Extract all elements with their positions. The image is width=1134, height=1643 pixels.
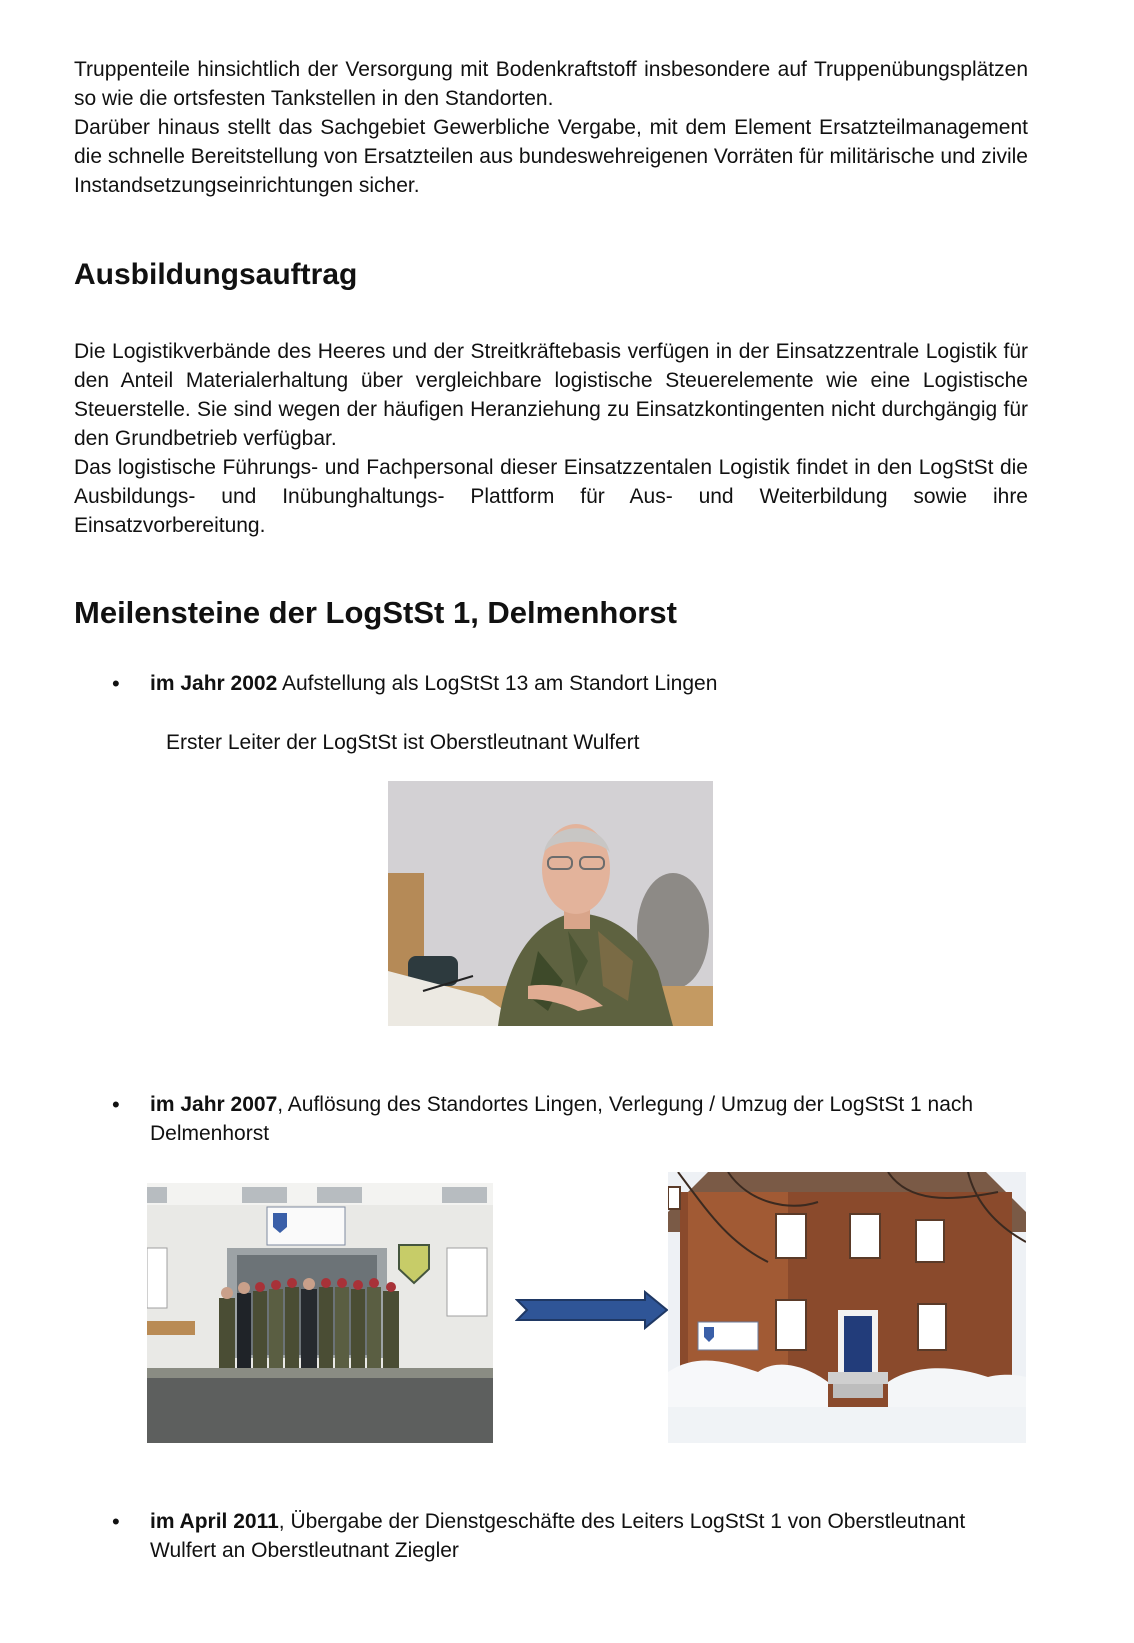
intro-line-2: Darüber hinaus stellt das Sachgebiet Gewerbliche Vergabe, mit dem Element Ersatzteilmanagement die schnelle Bereitstellung von Ersatzteilen aus bundeswehreigenen Vorräten für militärische und zivile Instandsetzungseinrichtungen sicher. (74, 116, 1028, 197)
ausbildung-para-1: Die Logistikverbände des Heeres und der Streitkräftebasis verfügen in der Einsatzzentrale Logistik für den Anteil Materialerhaltung über vergleichbare logistische Steuerelemente wie eine Logistische Steuerstelle. Sie sind wegen der häufigen Heranziehung zu Einsatzkontingenten nicht durchgängig für den Grundbetrieb verfügbar. (74, 340, 1028, 450)
section-heading-meilensteine: Meilensteine der LogStSt 1, Delmenhorst (74, 595, 677, 630)
milestone-date: im April 2011 (150, 1510, 279, 1533)
bullet-icon: • (112, 671, 120, 696)
milestone-item (108, 1507, 988, 1565)
milestone-text (150, 1507, 988, 1565)
milestone-date: im Jahr 2007 (150, 1093, 278, 1116)
bullet-icon: • (112, 1509, 120, 1534)
milestone-description: , Auflösung des Standortes Lingen, Verlegung / Umzug der LogStSt 1 nach Delmenhorst (150, 1093, 974, 1145)
milestone-item (108, 1090, 988, 1148)
milestone-description: , Übergabe der Dienstgeschäfte des Leiters LogStSt 1 von Oberstleutnant Wulfert an Oberstleutnant Ziegler (150, 1510, 966, 1562)
leader-portrait-image (388, 781, 713, 1026)
bullet-icon: • (112, 1092, 120, 1117)
intro-line-1: Truppenteile hinsichtlich der Versorgung mit Bodenkraftstoff insbesondere auf Truppenübungsplätzen so wie die ortsfesten Tankstellen in den Standorten. (74, 58, 1028, 110)
leader-portrait-photo (388, 781, 713, 1026)
delmenhorst-building-photo (668, 1172, 1026, 1443)
ausbildung-para-2: Das logistische Führungs- und Fachpersonal dieser Einsatzzentalen Logistik findet in den LogStSt die Ausbildungs- und Inübunghaltungs- Plattform für Aus- und Weiterbildung sowie ihre Einsatzvorbereitung. (74, 456, 1028, 537)
arrow-right-icon (515, 1290, 670, 1330)
ausbildung-paragraph (74, 337, 1028, 540)
milestone-date: im Jahr 2002 (150, 672, 278, 695)
first-leader-note: Erster Leiter der LogStSt ist Oberstleutnant Wulfert (166, 731, 640, 754)
milestone-text (150, 669, 988, 698)
delmenhorst-building-image (668, 1172, 1026, 1443)
milestone-item (108, 669, 988, 698)
arrow-right-graphic (515, 1290, 670, 1330)
intro-paragraph (74, 55, 1028, 200)
lingen-group-photo (147, 1183, 493, 1443)
lingen-group-image (147, 1183, 493, 1443)
milestone-text (150, 1090, 988, 1148)
milestone-description: Aufstellung als LogStSt 13 am Standort Lingen (277, 672, 718, 695)
section-heading-ausbildungsauftrag: Ausbildungsauftrag (74, 258, 358, 291)
